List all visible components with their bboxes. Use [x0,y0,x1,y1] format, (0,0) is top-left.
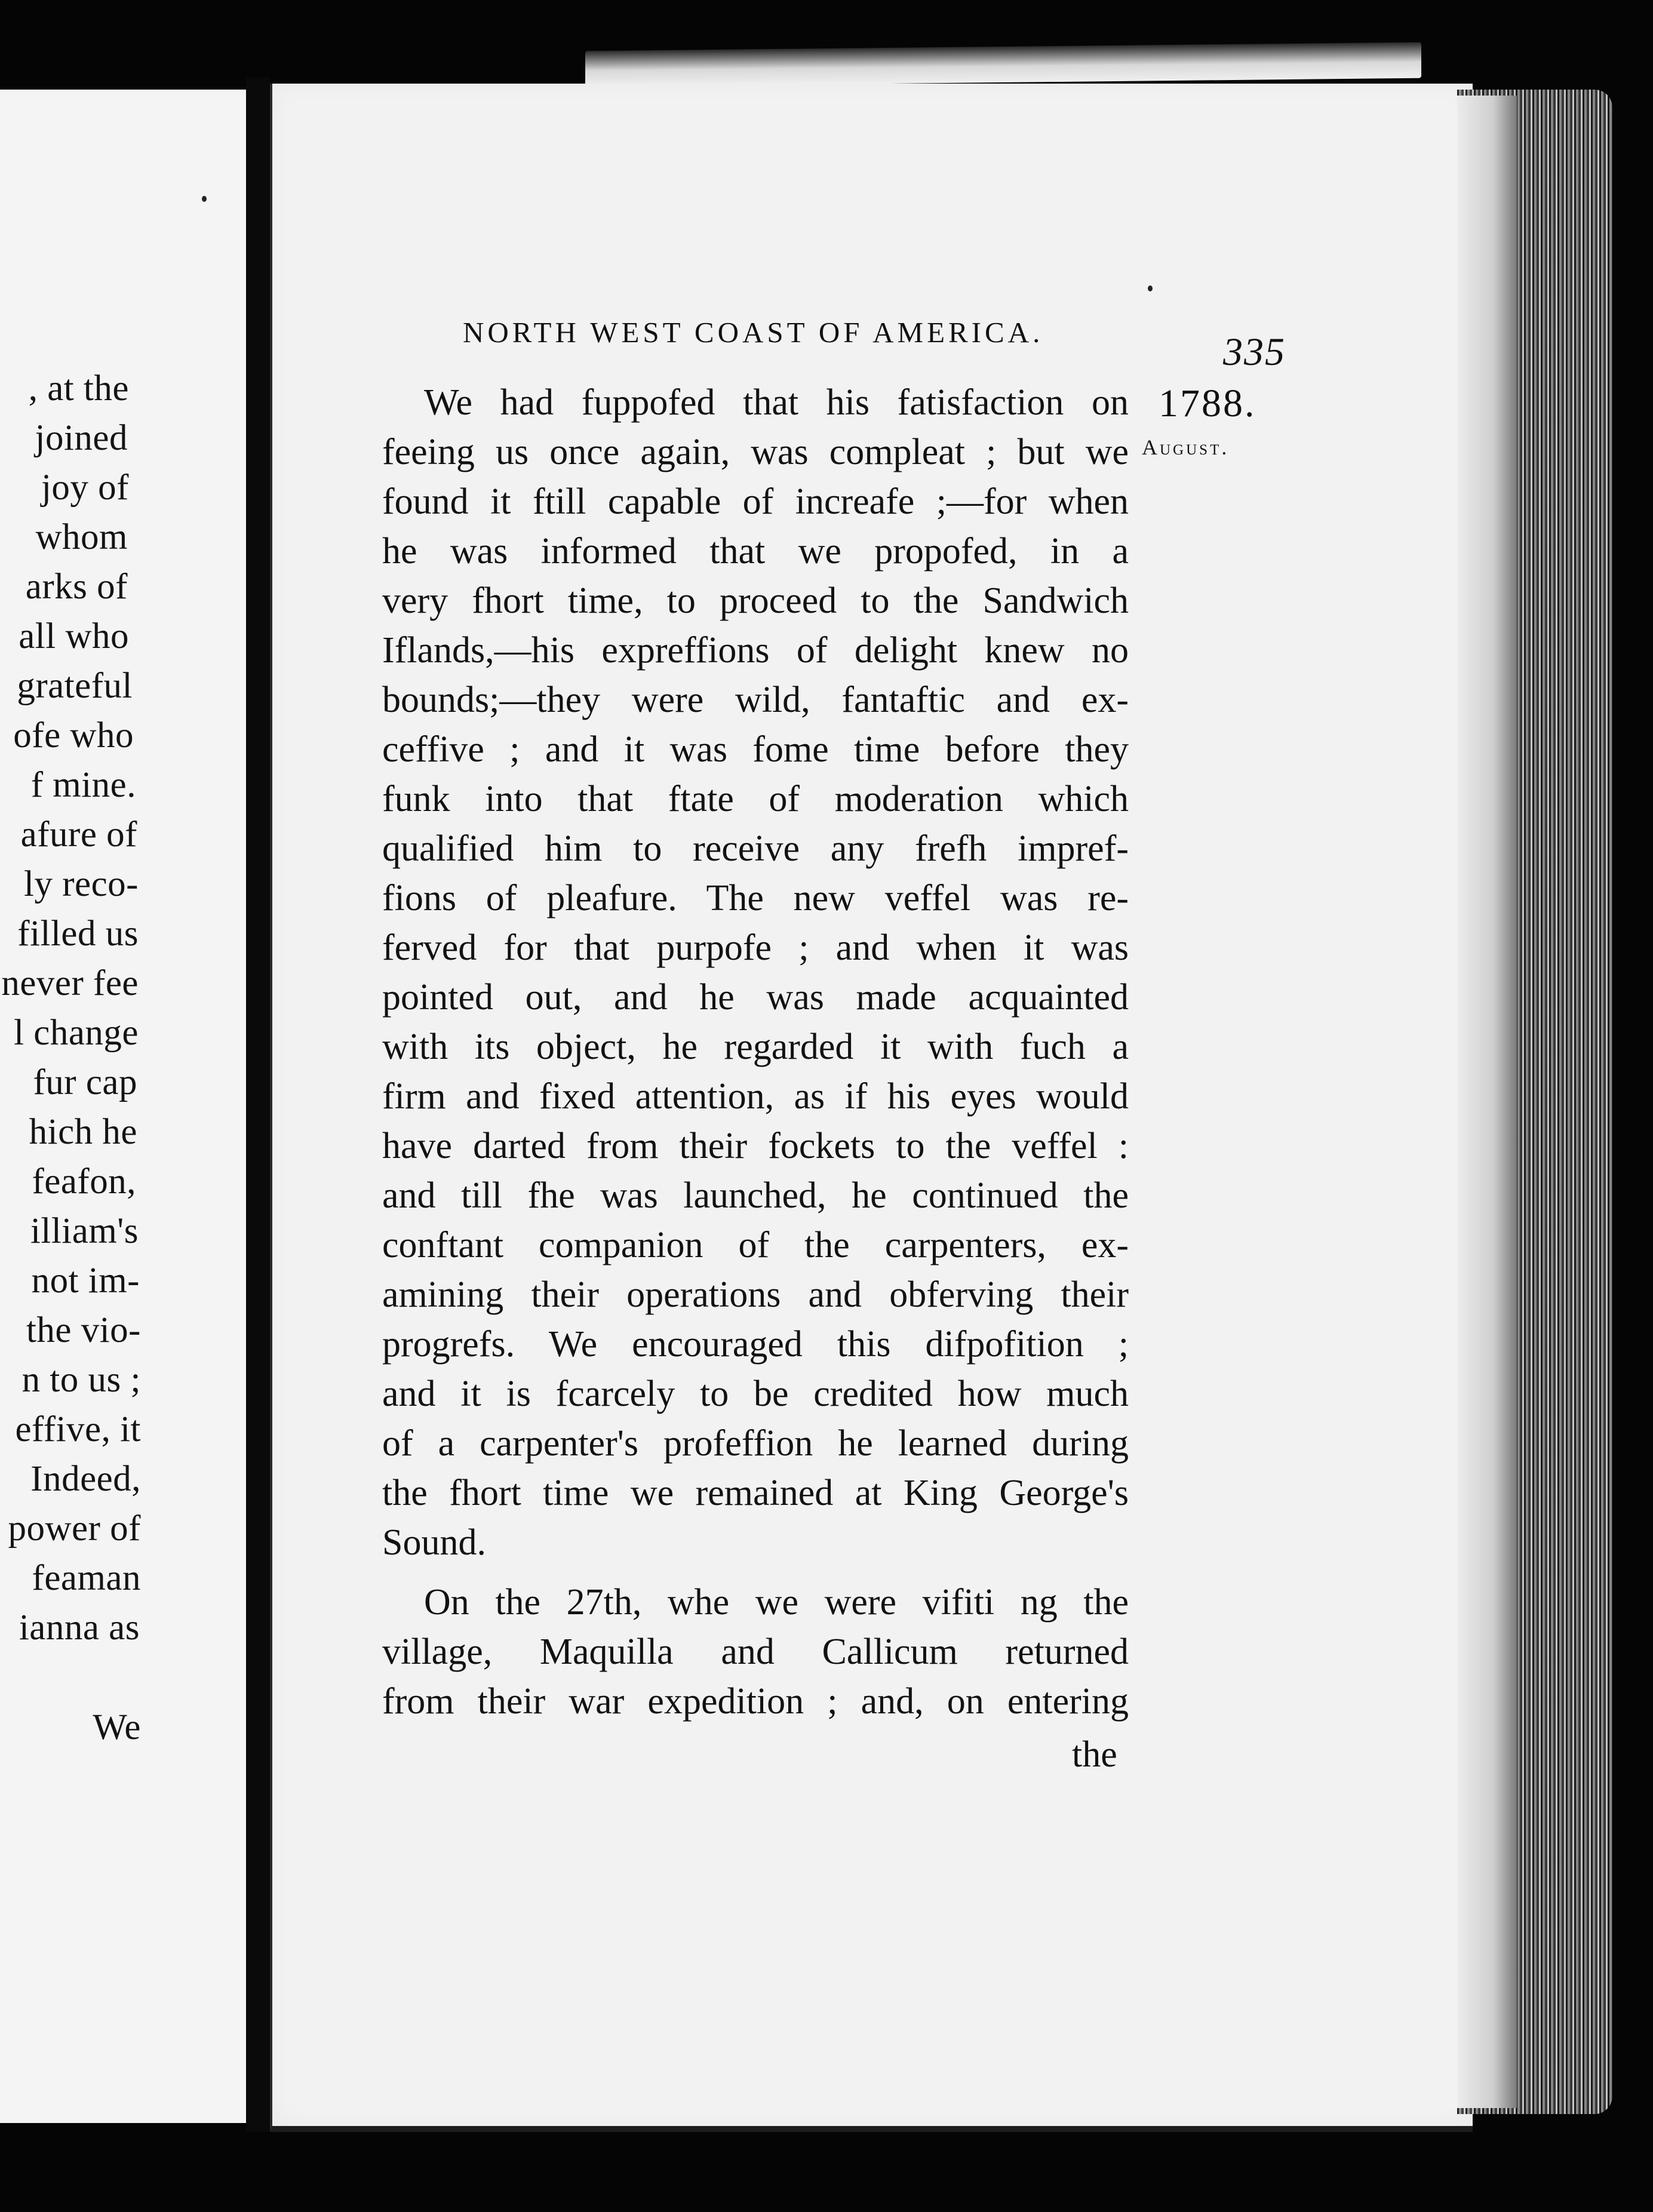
left-page-line: all who [19,616,129,656]
left-page-line: ianna as [19,1608,140,1648]
left-page-line: ly reco- [24,864,139,904]
body-text-line: qualified him to receive any frefh impref- [382,828,1129,869]
left-page-line: f mine. [30,765,136,805]
left-page-line: effive, it [15,1409,141,1449]
left-page-line: not im- [31,1261,140,1301]
left-page-line: n to us ; [21,1360,141,1400]
page-catchword: the [1072,1734,1117,1775]
body-text-line: feeing us once again, was compleat ; but we [382,432,1129,472]
body-text-line: ceffive ; and it was fome time before they [382,729,1129,770]
left-page-line: feafon, [32,1162,136,1202]
left-page-line: filled us [17,914,139,954]
left-page [0,90,250,2123]
left-page-line: hich he [29,1112,137,1152]
body-text-line: On the 27th, whe we were vifiti ng the [424,1582,1129,1623]
page-number: 335 [1223,330,1286,374]
left-page-line: feaman [32,1558,141,1598]
body-text-line: and till fhe was launched, he continued the [382,1175,1129,1216]
book-gutter [246,78,270,2132]
left-page-line: illiam's [30,1211,139,1251]
body-text-line: bounds;—they were wild, fantaftic and ex- [382,680,1129,720]
left-page-line: joy of [41,468,129,508]
body-text-line: progrefs. We encouraged this difpofition ; [382,1324,1129,1365]
body-text-line: Sound. [382,1522,486,1563]
left-page-line: never fee [1,963,139,1003]
margin-note-month: August. [1142,435,1230,459]
body-text-line: the fhort time we remained at King George's [382,1473,1129,1513]
body-text-line: have darted from their fockets to the veffel : [382,1126,1129,1166]
body-text-line: amining their operations and obferving their [382,1274,1129,1315]
body-text-line: village, Maquilla and Callicum returned [382,1632,1129,1672]
left-page-line: power of [8,1509,141,1549]
body-text-line: Iflands,—his expreffions of delight knew no [382,630,1129,671]
left-page-line: ofe who [13,715,134,755]
body-text-line: fions of pleafure. The new veffel was re- [382,878,1129,918]
left-page-catchword: We [93,1707,141,1747]
body-text-line: found it ftill capable of increafe ;—for when [382,481,1129,522]
body-text-line: he was informed that we propofed, in a [382,531,1129,572]
ink-speck [1148,285,1153,291]
running-head: NORTH WEST COAST OF AMERICA. [463,316,1044,349]
page-top-edge [585,42,1421,87]
left-page-line: the vio- [26,1310,141,1350]
left-page-line: l change [14,1013,139,1053]
left-page-line: , at the [28,368,129,408]
left-page-line: fur cap [33,1062,137,1102]
body-text-line: pointed out, and he was made acquainted [382,977,1129,1018]
left-page-line: arks of [25,567,128,607]
body-text-line: from their war expedition ; and, on entering [382,1681,1129,1722]
body-text-line: We had fuppofed that his fatisfaction on [424,382,1129,423]
body-text-line: funk into that ftate of moderation which [382,779,1129,819]
left-page-line: joined [35,418,128,458]
body-text-line: conftant companion of the carpenters, ex- [382,1225,1129,1265]
margin-note-year: 1788. [1159,382,1256,425]
body-text-line: ferved for that purpofe ; and when it was [382,927,1129,968]
body-text-line: very fhort time, to proceed to the Sandwich [382,580,1129,621]
left-page-line: grateful [17,666,133,706]
ink-speck [202,196,207,202]
left-page-line: afure of [20,815,137,855]
left-page-line: whom [35,517,128,557]
body-text-line: of a carpenter's profeffion he learned during [382,1423,1129,1464]
left-page-line: Indeed, [30,1459,141,1499]
page-edge-shading [1457,96,1517,2108]
body-text-line: with its object, he regarded it with fuch a [382,1027,1129,1067]
body-text-line: firm and fixed attention, as if his eyes would [382,1076,1129,1117]
body-text-line: and it is fcarcely to be credited how much [382,1374,1129,1414]
